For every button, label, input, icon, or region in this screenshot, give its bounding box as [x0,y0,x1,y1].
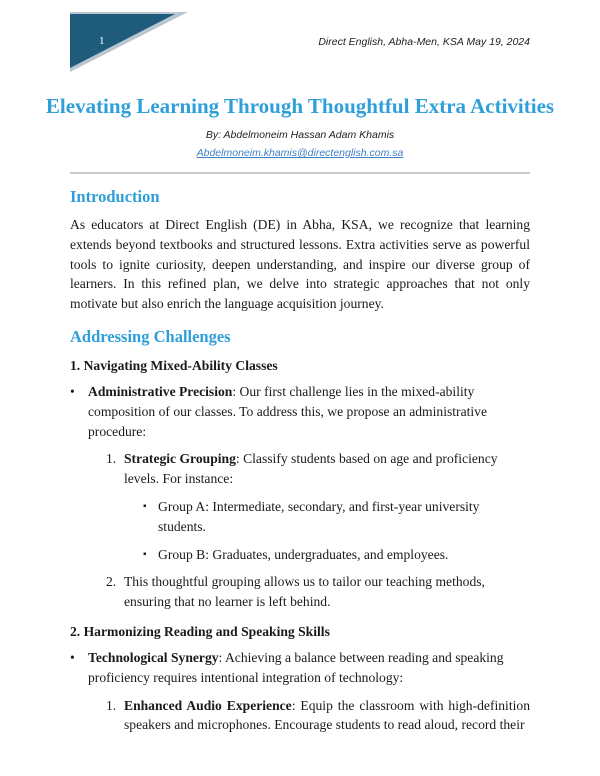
item-number: 1. [106,451,117,467]
item-text: : Classify students based on age and proficiency levels. For instance: [124,451,498,487]
author-email-link[interactable]: Abdelmoneim.khamis@directenglish.com.sa [196,147,404,159]
subsection-heading-reading-speaking: 2. Harmonizing Reading and Speaking Skills [70,623,330,639]
list-item [70,545,530,565]
mixed-ability-list [70,382,530,441]
bullet-term: Administrative Precision [88,383,233,399]
list-item [70,382,530,441]
grouping-steps-continued [70,572,530,612]
item-number: 1. [106,697,117,713]
bullet-text: : Our first challenge lies in the mixed-ability composition of our classes. To address this, we propose an administrative procedure: [88,383,487,439]
group-b-text: Group B: Graduates, undergraduates, and employees. [158,546,449,562]
group-list [70,497,530,564]
item-number: 2. [106,574,117,590]
intro-paragraph: As educators at Direct English (DE) in Abha, KSA, we recognize that learning extends beyond textbooks and structured lessons. Extra activities serve as powerful tools to ignite curiosity, deepen understanding, and inspire our diverse group of learners. In this refined plan, we delve into strategic approaches that not only motivate but also enrich the language acquisition journey. [70,217,530,312]
grouping-steps [70,449,530,489]
list-item [70,497,530,537]
technology-steps [70,696,530,736]
square-bullet-icon: ▪ [143,548,147,560]
bullet-text: : Achieving a balance between reading and speaking proficiency requires intentional integration of technology: [88,649,504,685]
item-text: This thoughtful grouping allows us to tailor our teaching methods, ensuring that no learner is left behind. [124,574,485,610]
page-number: 1 [99,35,105,47]
list-item [70,572,530,612]
item-term: Strategic Grouping [124,451,236,467]
list-item [70,648,530,688]
subsection-heading-mixed-ability: 1. Navigating Mixed-Ability Classes [70,357,278,373]
section-heading-challenges: Addressing Challenges [70,326,231,346]
list-item [70,696,530,736]
list-item [70,449,530,489]
document-body [70,184,530,735]
running-header: Direct English, Abha-Men, KSA May 19, 2024 [318,36,530,48]
author-email-row [0,147,600,159]
reading-speaking-list [70,648,530,688]
bullet-icon: • [70,649,75,665]
title-divider [70,172,530,174]
page-corner-decoration [0,0,190,75]
section-heading-introduction: Introduction [70,187,160,206]
bullet-term: Technological Synergy [88,649,219,665]
bullet-icon: • [70,383,75,399]
group-a-text: Group A: Intermediate, secondary, and first-year university students. [158,498,480,534]
item-text: : Equip the classroom with high-definition speakers and microphones. Encourage students to read aloud, record their [124,697,530,733]
document-title: Elevating Learning Through Thoughtful Extra Activities [45,94,555,118]
item-term: Enhanced Audio Experience [124,697,292,713]
square-bullet-icon: ▪ [143,500,147,512]
author-byline: By: Abdelmoneim Hassan Adam Khamis [205,129,395,141]
